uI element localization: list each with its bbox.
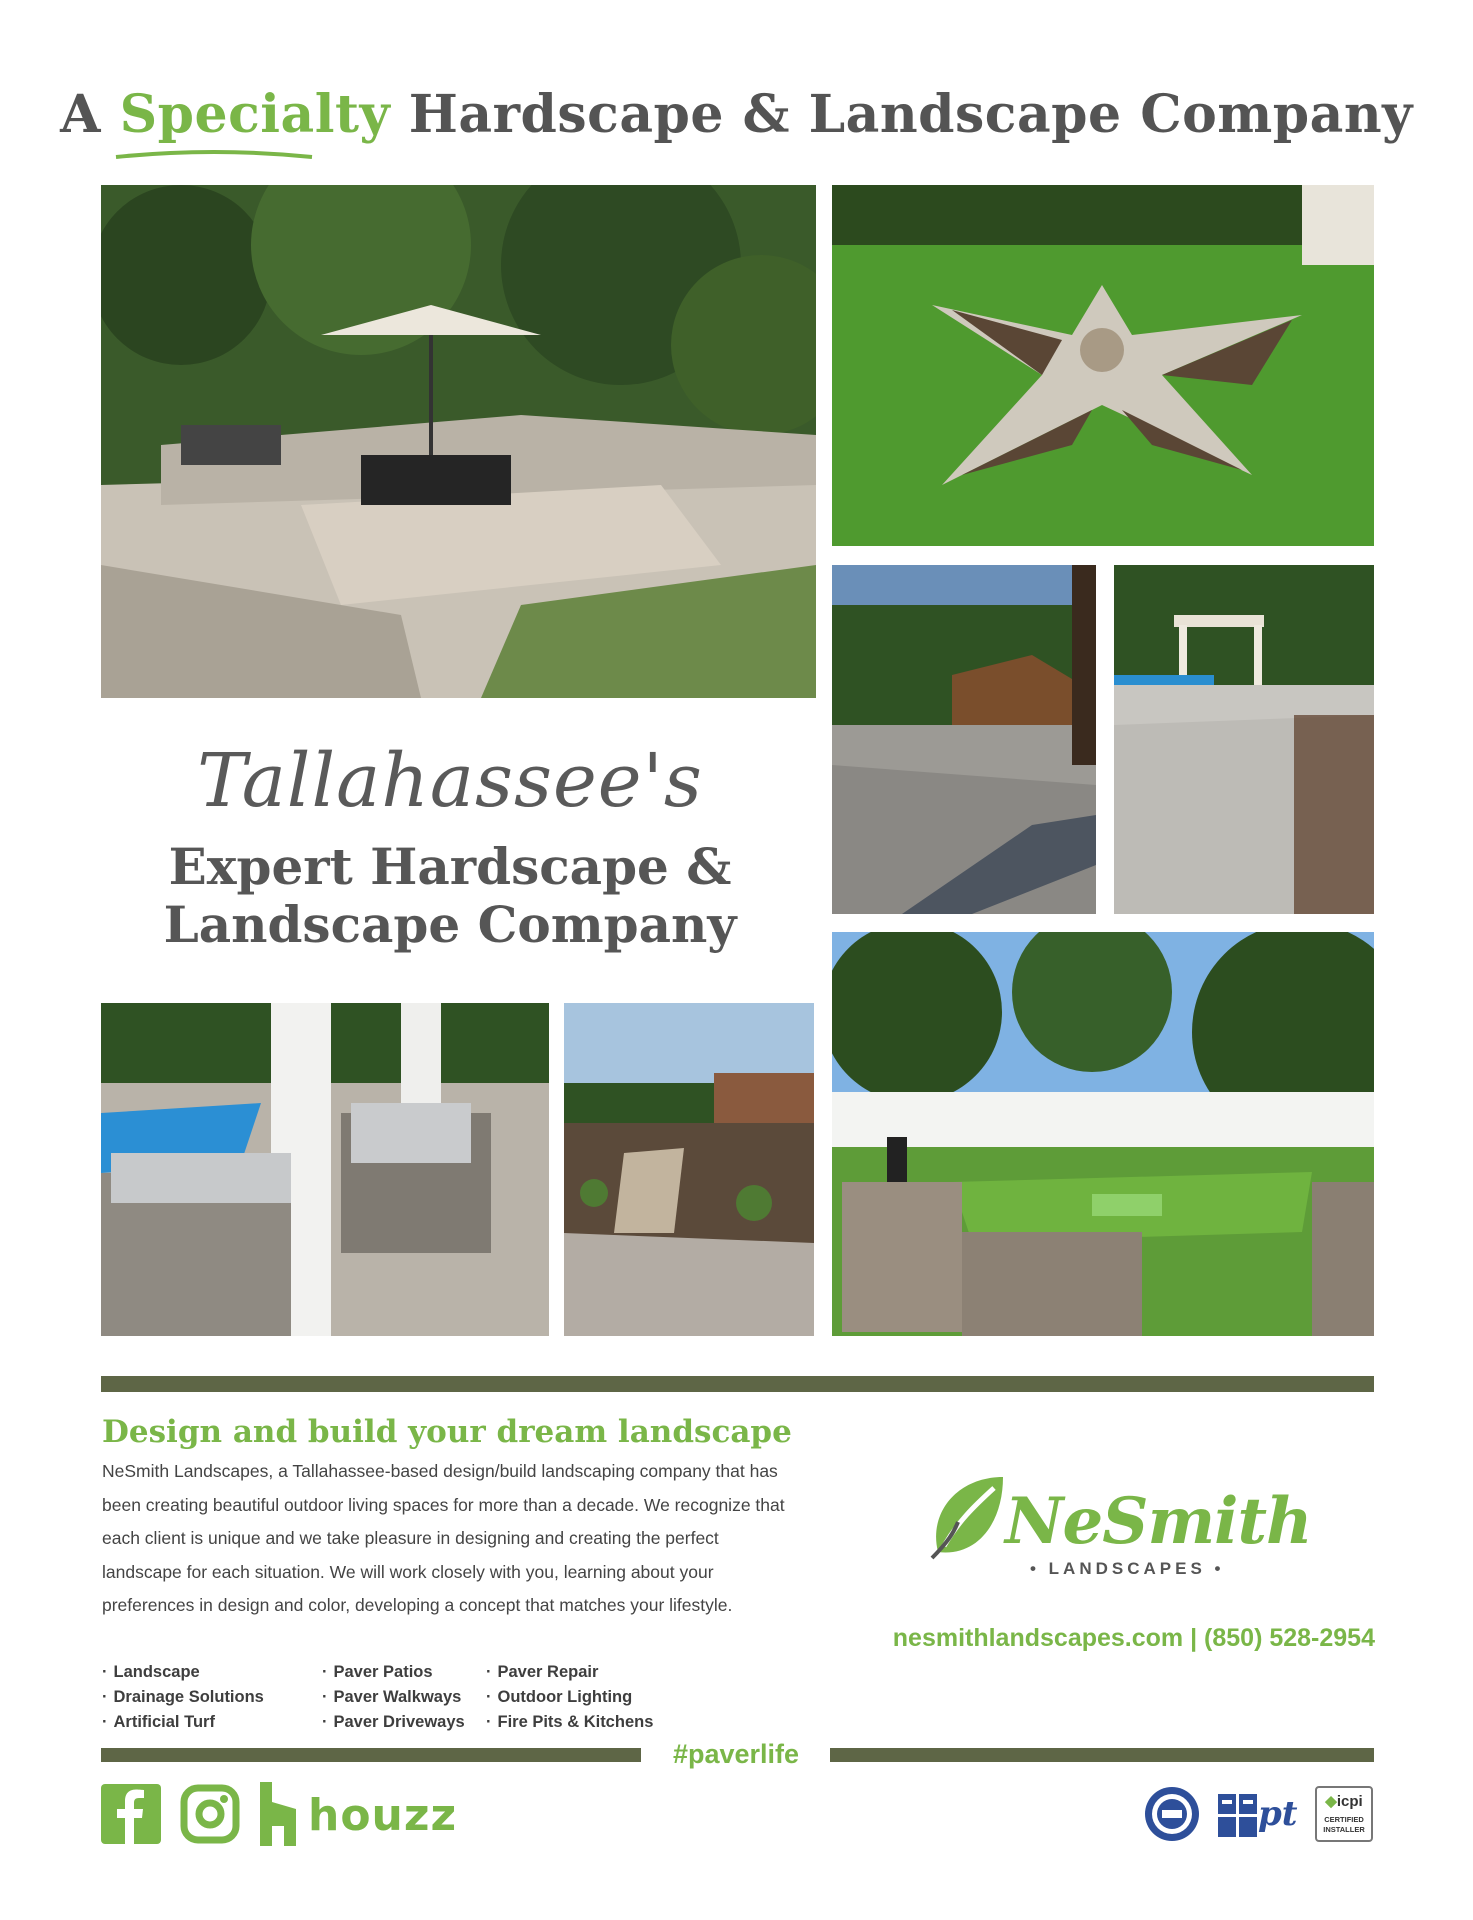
services-col-1: [102, 1660, 264, 1735]
service-item: · Drainage Solutions: [102, 1685, 264, 1710]
headline-rest: Hardscape & Landscape Company: [408, 84, 1413, 145]
photo-garden-cross: [832, 185, 1374, 546]
service-item: · Artificial Turf: [102, 1710, 264, 1735]
service-item: · Fire Pits & Kitchens: [486, 1710, 653, 1735]
photo-paver-steps: [564, 1003, 814, 1336]
photo-artificial-turf: [832, 932, 1374, 1336]
feature-title-line1: Expert Hardscape &: [168, 837, 732, 896]
icpi-sub-certified: CERTIFIED: [1324, 1815, 1364, 1824]
facebook-icon[interactable]: [101, 1784, 161, 1844]
icpi-label: icpi: [1336, 1793, 1363, 1810]
feature-title: [100, 838, 800, 954]
hashtag: #paverlife: [672, 1739, 800, 1769]
headline-lead: A: [60, 84, 101, 145]
service-item: · Landscape: [102, 1660, 264, 1685]
houzz-icon[interactable]: [258, 1782, 298, 1846]
section-body: NeSmith Landscapes, a Tallahassee-based design/build landscaping company that has been creating beautiful outdoor living spaces for more than a decade. We recognize that each client is unique and we take pleasure in designing and creating the perfect landscape for each situation. We will work closely with you, learning about your preferences in design and color, developing a concept that matches your lifestyle.: [102, 1461, 785, 1615]
photo-patio: [101, 185, 816, 698]
icpi-sub-installer: INSTALLER: [1323, 1825, 1365, 1834]
icpi-badge-icon: ◆icpi CERTIFIED INSTALLER: [1315, 1786, 1373, 1842]
underline-swoosh: [114, 147, 314, 161]
photo-pool-pergola: [1114, 565, 1374, 914]
houzz-wordmark[interactable]: houzz: [308, 1790, 458, 1841]
feature-script-title: Tallahassee's: [197, 738, 703, 824]
page-headline: [0, 84, 1473, 145]
service-item: · Paver Walkways: [322, 1685, 465, 1710]
instagram-icon[interactable]: [180, 1784, 240, 1844]
service-item: · Outdoor Lighting: [486, 1685, 653, 1710]
contact-line[interactable]: nesmithlandscapes.com | (850) 528-2954: [892, 1624, 1375, 1652]
pt-badge-icon: [1218, 1790, 1304, 1842]
brand-subtitle: • LANDSCAPES •: [1030, 1559, 1225, 1578]
service-item: · Paver Repair: [486, 1660, 653, 1685]
section-heading: Design and build your dream landscape: [102, 1414, 792, 1450]
service-item: · Paver Driveways: [322, 1710, 465, 1735]
service-item: · Paver Patios: [322, 1660, 465, 1685]
services-col-2: [322, 1660, 465, 1735]
bottom-divider-left: [101, 1748, 641, 1762]
leaf-logo-icon: [928, 1472, 1008, 1562]
pt-badge-label: pt: [1258, 1794, 1298, 1834]
headline-accent: Specialty: [120, 84, 391, 145]
badge-seal-icon: [1144, 1786, 1200, 1842]
photo-cobble-walkway: [832, 565, 1096, 914]
top-divider: [101, 1376, 1374, 1392]
services-col-3: [486, 1660, 653, 1735]
bottom-divider-right: [830, 1748, 1374, 1762]
photo-outdoor-kitchen: [101, 1003, 549, 1336]
brand-name: NeSmith: [1005, 1484, 1312, 1559]
feature-title-line2: Landscape Company: [163, 895, 737, 954]
